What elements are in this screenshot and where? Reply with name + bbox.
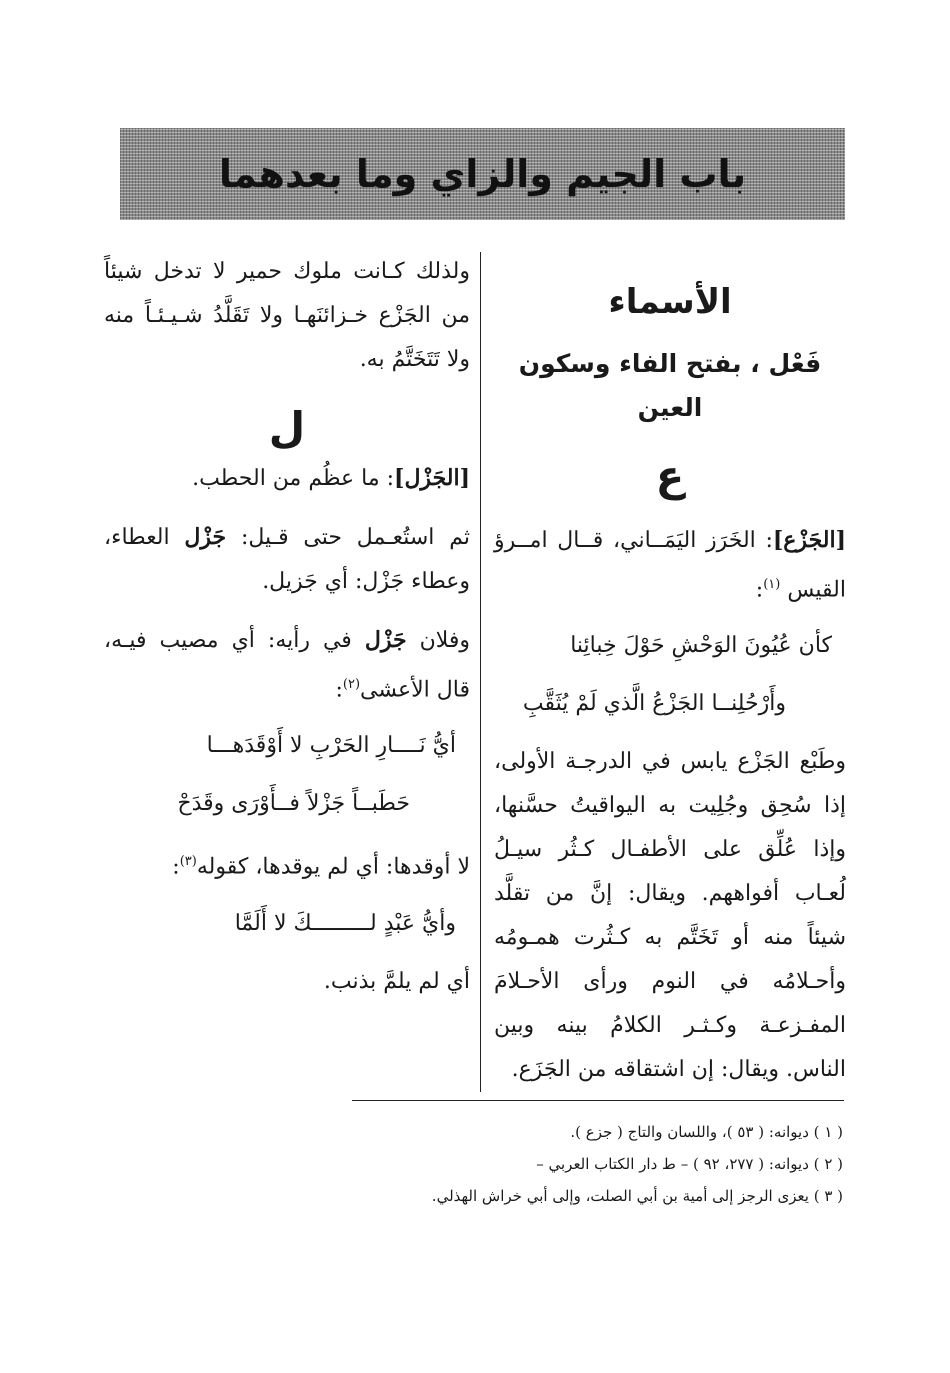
section-title: الأسماء — [608, 282, 732, 322]
body-paragraph-2 — [104, 515, 470, 604]
entry-jaz — [494, 518, 846, 612]
chapter-banner — [120, 128, 845, 220]
letter-heading-ain: ع — [655, 451, 685, 500]
footnote-1: ( ١ ) ديوانه: ( ٥٣ )، واللسان والتاج ( جزع ). — [570, 1123, 843, 1141]
text-run: العطاء، وعطاء جَزْل: أي جَزيل. — [104, 525, 470, 594]
left-column — [104, 250, 470, 1004]
body-paragraph-4 — [104, 840, 470, 889]
footnote-ref-2: (٢) — [342, 677, 361, 692]
verse-line-3: أيُّ نَــــارِ الحَرْبِ لا أَوْقَدَهـــا — [206, 733, 456, 759]
verse-line-2: وأَرْحُلِنــا الجَزْعُ الَّذي لَمْ يُثَقَّبِ — [522, 691, 786, 717]
footnote-2: ( ٢ ) ديوانه: ( ٢٧٧، ٩٢ ) – ط دار الكتاب العربي – — [536, 1155, 843, 1173]
verse-line-5: وأيُّ عَبْدٍ لـــــــــكَ لا أَلَمَّا — [234, 910, 456, 936]
body-paragraph-top: ولذلك كـانت ملوك حمير لا تدخل شيئاً من الجَزْع خـزائنَهـا ولا تَقَلَّدُ شـيـئـاً منه ولا تَتَخَتَّمُ به. — [104, 259, 470, 372]
footnote-ref-3: (٣) — [179, 854, 197, 870]
entry-definition: : ما عظُم من الحطب. — [192, 466, 395, 491]
chapter-title: باب الجيم والزاي وما بعدهما — [218, 152, 747, 196]
column-divider — [480, 252, 481, 1092]
entry-term: [الجَزْل] — [394, 465, 470, 491]
right-column — [494, 270, 846, 1092]
text-run: لا أوقدها: أي لم يوقدها، كقوله — [196, 854, 470, 880]
text-run: : — [172, 854, 180, 880]
entry-colon: : — [755, 577, 764, 603]
body-paragraph: وطَبْع الجَزْع يابس في الدرجـة الأولى، إذا سُحِق وجُلِيت به اليواقيتُ حسَّنها، وإذا عُلِّق على الأطفـال كـثُر سيـلُ لُعـاب أفواههم. ويقال: إنَّ من تقلَّد شيئاً منه أو تَخَتَّم به كـثُرت همـومُه وأحـلامُه في النوم ورأى الأحـلامَ المفـزعـة وكـثـر الكلامُ بينه وبين الناس. ويقال: إن اشتقاقه من الجَزَع. — [494, 749, 846, 1083]
body-paragraph-3 — [104, 618, 470, 712]
verse-line-1: كأن عُيُونَ الوَحْشِ حَوْلَ خِبائِنا — [570, 633, 832, 659]
text-run: ثم استُعـمل حتى قـيل: — [240, 525, 470, 550]
entry-term: [الجَزْع] — [772, 527, 846, 553]
text-run: في رأيه: أي مصيب فيـه، قال الأعشى — [104, 628, 470, 703]
footnotes — [300, 1116, 843, 1212]
text-run: وفلان — [419, 628, 470, 653]
entry-definition: : الخَرَز اليَمَــاني، قــال امــرؤ القيس — [494, 528, 846, 603]
footnote-ref-1: (١) — [763, 577, 781, 592]
text-run: : — [335, 677, 343, 703]
letter-heading-lam: ل — [268, 403, 306, 452]
body-paragraph-5: أي لم يلمَّ بذنب. — [323, 968, 470, 994]
footnote-3: ( ٣ ) يعزى الرجز إلى أمية بن أبي الصلت، وإلى أبي خراش الهذلي. — [431, 1187, 843, 1205]
inline-term: جَزْل — [364, 627, 407, 653]
pattern-heading: فَعْل ، بفتح الفاء وسكون العين — [518, 349, 822, 422]
entry-jazl — [104, 456, 470, 501]
inline-term: جَزْل — [184, 524, 227, 550]
verse-line-4: حَطَبــاً جَزْلاً فــأَوْرَى وقَدَحْ — [177, 791, 410, 817]
footnote-rule — [352, 1100, 844, 1101]
